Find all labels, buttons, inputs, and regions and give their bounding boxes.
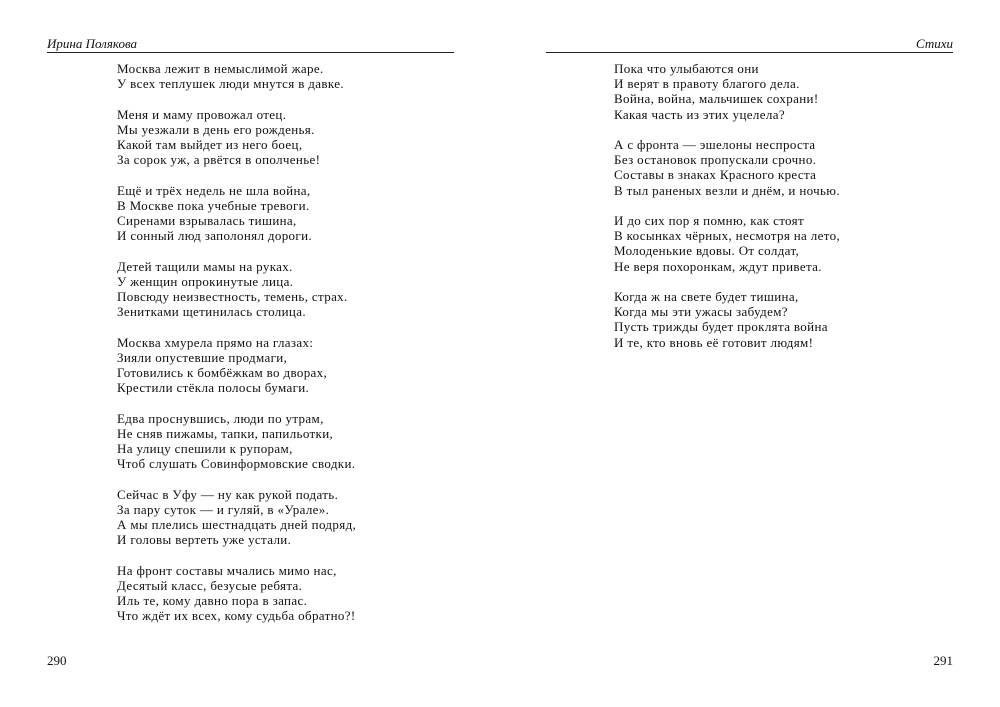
poem-line: Молоденькие вдовы. От солдат, (614, 243, 800, 259)
poem-line: В косынках чёрных, несмотря на лето, (614, 228, 841, 244)
poem-line: На улицу спешили к рупорам, (117, 441, 293, 456)
poem-line: Крестили стёкла полосы бумаги. (117, 380, 310, 396)
poem-line: Ещё и трёх недель не шла война, (117, 182, 311, 198)
running-head-author: Ирина Полякова (47, 36, 138, 51)
poem-line: И те, кто вновь её готовит людям! (614, 334, 814, 350)
poem-line: Пусть трижды будет проклята война (614, 319, 828, 335)
stanza (614, 213, 840, 274)
poem-line: Москва лежит в немыслимой жаре. (117, 61, 324, 76)
poem-line: Готовились к бомбёжкам во дворах, (117, 365, 328, 380)
poem-line: Повсюду неизвестность, темень, страх. (117, 289, 348, 304)
page-number: 290 (47, 653, 67, 668)
stanza (614, 137, 840, 198)
poem-line: В тыл раненых везли и днём, и ночью. (614, 182, 840, 198)
poem-line: А мы плелись шестнадцать дней подряд, (117, 517, 357, 532)
stanza (117, 259, 356, 320)
poem-line: А с фронта — эшелоны неспроста (614, 137, 816, 152)
poem-line: За сорок уж, а рвётся в ополченье! (117, 152, 321, 168)
header-rule (47, 52, 454, 53)
poem-line: Иль те, кому давно пора в запас. (117, 593, 308, 608)
poem-text (117, 61, 356, 639)
poem-line: Война, война, мальчишек сохрани! (614, 91, 819, 107)
poem-line: Какая часть из этих уцелела? (614, 106, 785, 122)
right-page (500, 0, 1000, 707)
poem-line: Когда мы эти ужасы забудем? (614, 304, 788, 320)
poem-line: Сиренами взрывалась тишина, (117, 213, 297, 228)
poem-line: У женщин опрокинутые лица. (117, 273, 294, 289)
poem-line: Мы уезжали в день его рожденья. (117, 121, 315, 137)
poem-line: Без остановок пропускали срочно. (614, 152, 817, 168)
poem-line: И до сих пор я помню, как стоят (614, 213, 805, 228)
poem-line: Чтоб слушать Совинформовские сводки. (117, 456, 356, 472)
poem-line: Десятый класс, безусые ребята. (117, 577, 303, 593)
poem-line: И головы вертеть уже устали. (117, 532, 292, 548)
poem-text (614, 61, 840, 365)
stanza (614, 289, 840, 350)
stanza (117, 563, 356, 624)
poem-line: За пару суток — и гуляй, в «Урале». (117, 501, 330, 517)
poem-line: Меня и маму провожал отец. (117, 106, 287, 122)
poem-line: Не веря похоронкам, ждут привета. (614, 258, 822, 274)
poem-line: И верят в правоту благого дела. (614, 76, 800, 92)
stanza (117, 107, 356, 168)
poem-line: Сейчас в Уфу — ну как рукой подать. (117, 486, 339, 502)
poem-line: Москва хмурела прямо на глазах: (117, 334, 314, 350)
running-head-section: Стихи (915, 36, 953, 51)
header-rule (546, 52, 953, 53)
poem-line: Какой там выйдет из него боец, (117, 137, 303, 152)
poem-line: У всех теплушек люди мнутся в давке. (117, 76, 344, 92)
stanza (117, 183, 356, 244)
poem-line: Пока что улыбаются они (614, 61, 759, 76)
stanza (117, 487, 356, 548)
poem-line: Едва проснувшись, люди по утрам, (117, 410, 324, 426)
page-number: 291 (933, 653, 953, 668)
poem-line: Не сняв пижамы, тапки, папильотки, (117, 425, 334, 441)
poem-line: И сонный люд заполонял дороги. (117, 228, 313, 244)
poem-line: В Москве пока учебные тревоги. (117, 197, 310, 213)
poem-line: Составы в знаках Красного креста (614, 167, 817, 183)
stanza (614, 61, 840, 122)
poem-line: Зенитками щетинилась столица. (117, 304, 306, 320)
stanza (117, 335, 356, 396)
poem-line: Что ждёт их всех, кому судьба обратно?! (117, 608, 356, 624)
poem-line: Детей тащили мамы на руках. (117, 258, 293, 274)
stanza (117, 411, 356, 472)
poem-line: На фронт составы мчались мимо нас, (117, 562, 337, 578)
poem-line: Зияли опустевшие продмаги, (117, 349, 288, 365)
stanza (117, 61, 356, 91)
poem-line: Когда ж на свете будет тишина, (614, 289, 799, 304)
